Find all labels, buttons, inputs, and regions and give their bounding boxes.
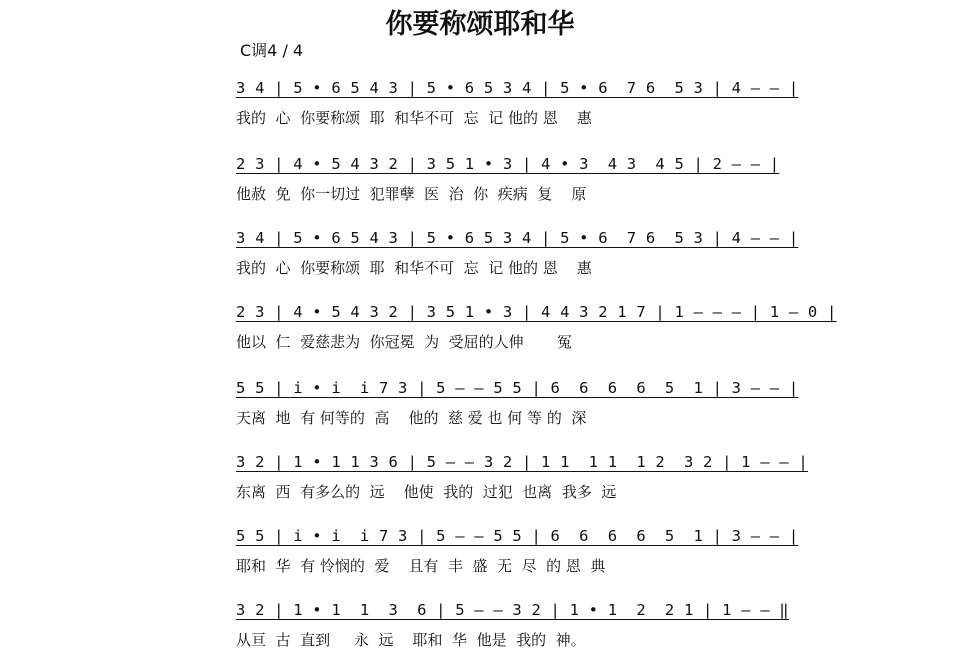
- score-line-8: [236, 600, 789, 650]
- score-line-2: [236, 154, 780, 204]
- notation-row: 3 4 | 5 • 6 5 4 3 | 5 • 6 5 3 4 | 5 • 6 7 6 5 3 | 4 — — |: [236, 79, 799, 97]
- notation-row: 5 5 | i • i i 7 3 | 5 — — 5 5 | 6 6 6 6 5 1 | 3 — — |: [236, 379, 799, 397]
- notation-row: 3 2 | 1 • 1 1 3 6 | 5 — — 3 2 | 1 1 1 1 1 2 3 2 | 1 — — |: [236, 453, 808, 471]
- page-title: 你要称颂耶和华: [385, 9, 575, 40]
- lyrics-row: 天离 地 有 何等的 高 他的 慈 爱 也 何 等 的 深: [236, 409, 587, 427]
- notation-row: 3 4 | 5 • 6 5 4 3 | 5 • 6 5 3 4 | 5 • 6 7 6 5 3 | 4 — — |: [236, 229, 799, 247]
- score-line-3: [236, 228, 799, 278]
- notation-row: 3 2 | 1 • 1 1 3 6 | 5 — — 3 2 | 1 • 1 2 2 1 | 1 — — ‖: [236, 601, 789, 619]
- lyrics-row: 他赦 免 你一切过 犯罪孽 医 治 你 疾病 复 原: [236, 185, 587, 203]
- score-line-1: [236, 78, 799, 128]
- score-line-7: [236, 526, 799, 576]
- lyrics-row: 我的 心 你要称颂 耶 和华不可 忘 记 他的 恩 惠: [236, 259, 592, 277]
- lyrics-row: 我的 心 你要称颂 耶 和华不可 忘 记 他的 恩 惠: [236, 109, 592, 127]
- lyrics-row: 东离 西 有多么的 远 他使 我的 过犯 也离 我多 远: [236, 483, 617, 501]
- score-line-6: [236, 452, 808, 502]
- lyrics-row: 从亘 古 直到 永 远 耶和 华 他是 我的 神。: [236, 631, 586, 649]
- notation-row: 5 5 | i • i i 7 3 | 5 — — 5 5 | 6 6 6 6 5 1 | 3 — — |: [236, 527, 799, 545]
- lyrics-row: 耶和 华 有 怜悯的 爱 且有 丰 盛 无 尽 的 恩 典: [236, 557, 606, 575]
- score-line-4: [236, 302, 837, 352]
- score-line-5: [236, 378, 799, 428]
- lyrics-row: 他以 仁 爱慈悲为 你冠冕 为 受屈的人伸 冤: [236, 333, 573, 351]
- key-signature: C调4 / 4: [240, 41, 304, 60]
- notation-row: 2 3 | 4 • 5 4 3 2 | 3 5 1 • 3 | 4 • 3 4 3 4 5 | 2 — — |: [236, 155, 780, 173]
- notation-row: 2 3 | 4 • 5 4 3 2 | 3 5 1 • 3 | 4 4 3 2 1 7 | 1 — — — | 1 — 0 |: [236, 303, 837, 321]
